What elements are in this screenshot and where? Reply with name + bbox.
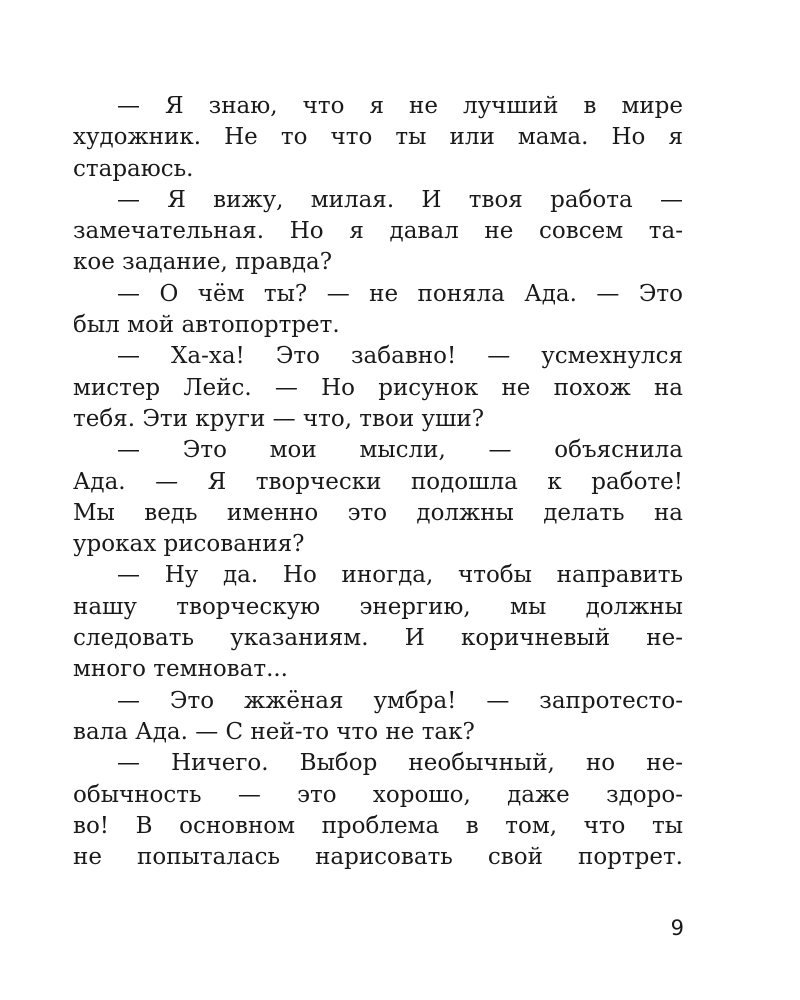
page-number: 9 [670,916,684,940]
text-line: замечательная. Но я давал не совсем та- [73,218,683,245]
text-line: Мы ведь именно это должны делать на [73,499,683,526]
text-line: во! В основном проблема в том, что ты [73,812,683,839]
text-line: был мой автопортрет. [73,312,340,339]
text-line: Ада. — Я творчески подошла к работе! [73,468,683,495]
text-line: — Ну да. Но иногда, чтобы направить [117,562,683,589]
text-line: — Я знаю, что я не лучший в мире [117,93,683,119]
text-line: — О чём ты? — не поняла Ада. — Это [117,280,683,307]
text-line: тебя. Эти круги — что, твои уши? [73,405,485,432]
text-line: вала Ада. — С ней-то что не так? [73,718,475,745]
body-text [73,91,683,873]
text-line: нашу творческую энергию, мы должны [73,593,683,620]
text-line: — Это мои мысли, — объяснила [117,437,683,464]
text-line: кое задание, правда? [73,249,333,276]
text-line: следовать указаниям. И коричневый не- [73,625,683,652]
text-line: много темноват... [73,656,288,683]
text-line: мистер Лейс. — Но рисунок не похож на [73,374,683,401]
text-line: стараюсь. [73,155,194,182]
text-line: — Это жжёная умбра! — запротесто- [117,687,683,714]
text-line: не попыталась нарисовать свой портрет. [73,844,683,871]
text-line: — Я вижу, милая. И твоя работа — [117,186,683,213]
text-line: обычность — это хорошо, даже здоро- [73,781,683,808]
text-line: — Ничего. Выбор необычный, но не- [117,750,683,777]
text-line: уроках рисования? [73,531,305,558]
text-line: художник. Не то что ты или мама. Но я [73,124,683,151]
text-line: — Ха-ха! Это забавно! — усмехнулся [117,343,683,370]
